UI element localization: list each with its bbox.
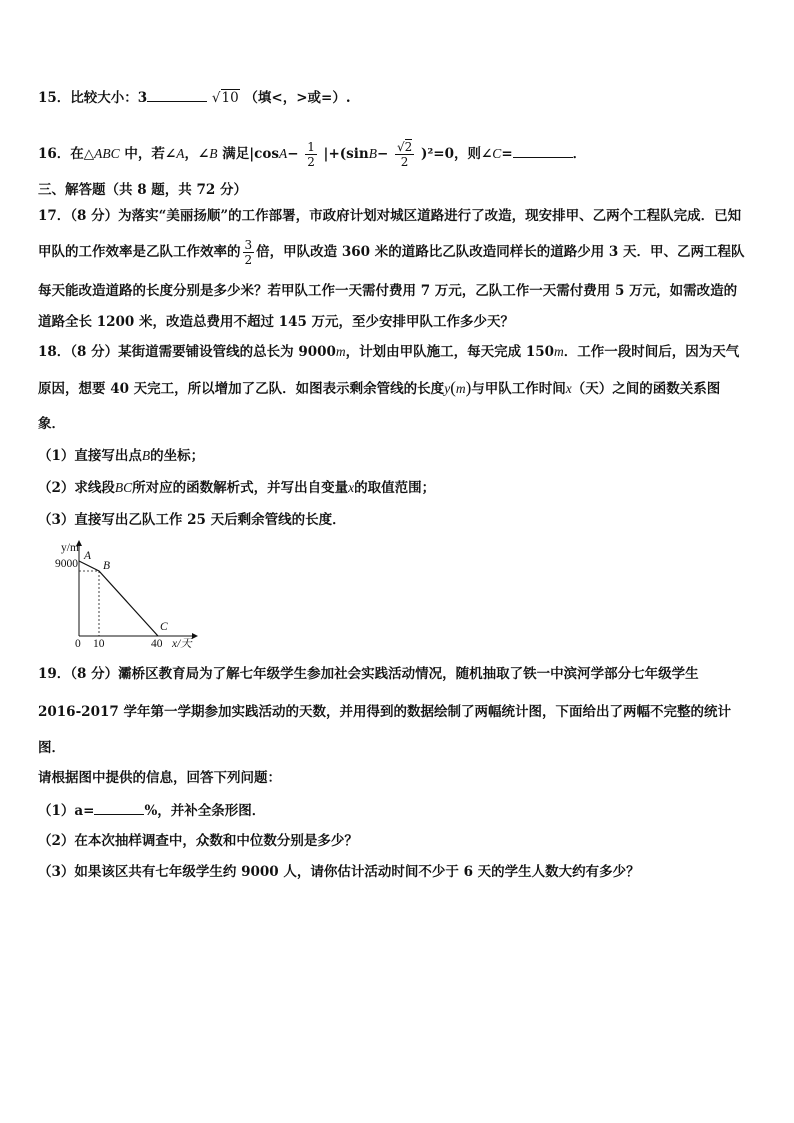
q18-text: 所对应的函数解析式，并写出自变量 <box>132 480 349 496</box>
q17-line-2 <box>38 238 745 267</box>
q19-answer-blank[interactable] <box>94 800 144 815</box>
question-16 <box>38 140 586 169</box>
q18-text: 的坐标； <box>150 448 205 464</box>
q16-angle-c: C <box>492 146 502 161</box>
section-title: 三、解答题（共 8 题，共 72 分） <box>38 182 247 198</box>
point-c-label: C <box>160 621 168 633</box>
fraction-one-half: $\frac{1}{2}$ <box>307 140 315 169</box>
y-tick-9000: 9000 <box>55 558 78 570</box>
q18-text: 18．（8 分）某街道需要铺设管线的总长为 9000 <box>38 344 336 360</box>
q18-text: （天）之间的函数关系图 <box>571 381 721 397</box>
q16-triangle-name: ABC <box>94 146 120 161</box>
function-graph <box>55 537 205 649</box>
y-axis-label: y/m <box>61 542 79 554</box>
x-tick-10: 10 <box>93 638 105 649</box>
q18-text: ，计划由甲队施工，每天完成 150 <box>345 344 555 360</box>
point-b-label: B <box>103 560 111 572</box>
q16-angle-a: A <box>176 146 185 161</box>
q16-text: ，∠ <box>184 146 210 162</box>
q18-line-3: 象． <box>38 416 65 432</box>
q16-var-b: B <box>368 146 377 161</box>
unit-m: m <box>455 381 466 396</box>
x-axis-label: x/天 <box>172 638 192 649</box>
var-x: x <box>565 381 572 396</box>
q18-sub-1 <box>38 446 204 466</box>
q18-line-1 <box>38 342 739 362</box>
q16-var-a: A <box>278 146 288 161</box>
q18-text: 与甲队工作时间 <box>471 381 566 397</box>
var-x: x <box>348 480 355 495</box>
q18-text: 原因，想要 40 天完工，所以增加了乙队．如图表示剩余管线的长度 <box>38 381 445 397</box>
point-a-label: A <box>84 550 92 562</box>
var-y: y <box>444 381 451 396</box>
q19-sub-1 <box>38 800 265 821</box>
q18-text: （2）求线段 <box>38 480 115 496</box>
q17-text: 甲队的工作效率是乙队工作效率的 <box>38 244 241 260</box>
q18-text: ．工作一段时间后，因为天气 <box>563 344 740 360</box>
q16-minus: − <box>376 146 389 162</box>
q17-line-4: 道路全长 1200 米，改造总费用不超过 145 万元，至少安排甲队工作多少天？ <box>38 314 515 330</box>
q18-sub-3: （3）直接写出乙队工作 25 天后剩余管线的长度． <box>38 512 346 528</box>
q18-text: 的取值范围； <box>354 480 436 496</box>
q19-line-3: 图． <box>38 740 65 756</box>
q16-answer-blank[interactable] <box>513 143 573 158</box>
x-tick-40: 40 <box>151 638 163 649</box>
q15-answer-blank[interactable] <box>147 87 207 102</box>
q16-text: )²=0，则∠ <box>420 146 493 162</box>
q19-line-4: 请根据图中提供的信息，回答下列问题： <box>38 770 281 786</box>
origin-label: 0 <box>75 638 81 649</box>
point-b-ref: B <box>141 448 151 463</box>
q19-line-1: 19．（8 分）灞桥区教育局为了解七年级学生参加社会实践活动情况，随机抽取了铁一中滨河学部分七年级学生 <box>38 666 699 682</box>
unit-m: m <box>554 344 564 359</box>
q15-suffix: （填<，>或=）. <box>244 90 351 106</box>
q19-sub-3: （3）如果该区共有七年级学生约 9000 人，请你估计活动时间不少于 6 天的学生人数大约有多少？ <box>38 864 640 880</box>
q19-sub-2: （2）在本次抽样调查中，众数和中位数分别是多少？ <box>38 833 358 849</box>
q16-text: 16．在△ <box>38 146 95 162</box>
q19-text: %，并补全条形图． <box>144 803 266 819</box>
q16-text: 中，若∠ <box>119 146 177 162</box>
q18-text: （1）直接写出点 <box>38 448 142 464</box>
sqrt-10: √10 <box>211 90 239 106</box>
q19-text: （1）a= <box>38 803 95 819</box>
fraction-three-halves: $\frac{3}{2}$ <box>244 238 253 267</box>
unit-m: m <box>335 344 346 359</box>
q18-sub-2 <box>38 478 435 498</box>
segment-bc-ref: BC <box>114 480 133 495</box>
q17-text: 倍，甲队改造 360 米的道路比乙队改造同样长的道路少用 3 天．甲、乙两工程队 <box>256 244 745 260</box>
q16-text: 满足|cos <box>217 146 279 162</box>
q15-prefix: 15．比较大小：3 <box>38 90 148 106</box>
q18-line-2: 原因，想要 40 天完工，所以增加了乙队．如图表示剩余管线的长度y(m)与甲队工作时间x（天）之间的函数关系图 <box>38 378 721 397</box>
q16-text: ． <box>572 146 587 162</box>
graph-line-abc <box>79 561 158 636</box>
fraction-sqrt2-over-2: $\frac{√2}{2}$ <box>396 140 413 169</box>
q16-text: = <box>501 146 513 162</box>
q17-line-3: 每天能改造道路的长度分别是多少米？若甲队工作一天需付费用 7 万元，乙队工作一天需付费用 5 万元，如需改造的 <box>38 283 738 299</box>
question-15 <box>38 87 351 108</box>
q16-minus: − <box>287 146 299 162</box>
q16-text: |+(sin <box>323 146 369 162</box>
q19-line-2: 2016-2017 学年第一学期参加实践活动的天数，并用得到的数据绘制了两幅统计图，下面给出了两幅不完整的统计 <box>38 704 731 720</box>
q17-line-1: 17．（8 分）为落实“美丽扬顺”的工作部署，市政府计划对城区道路进行了改造，现安排甲、乙两个工程队完成．已知 <box>38 208 742 224</box>
q16-angle-b: B <box>209 146 218 161</box>
